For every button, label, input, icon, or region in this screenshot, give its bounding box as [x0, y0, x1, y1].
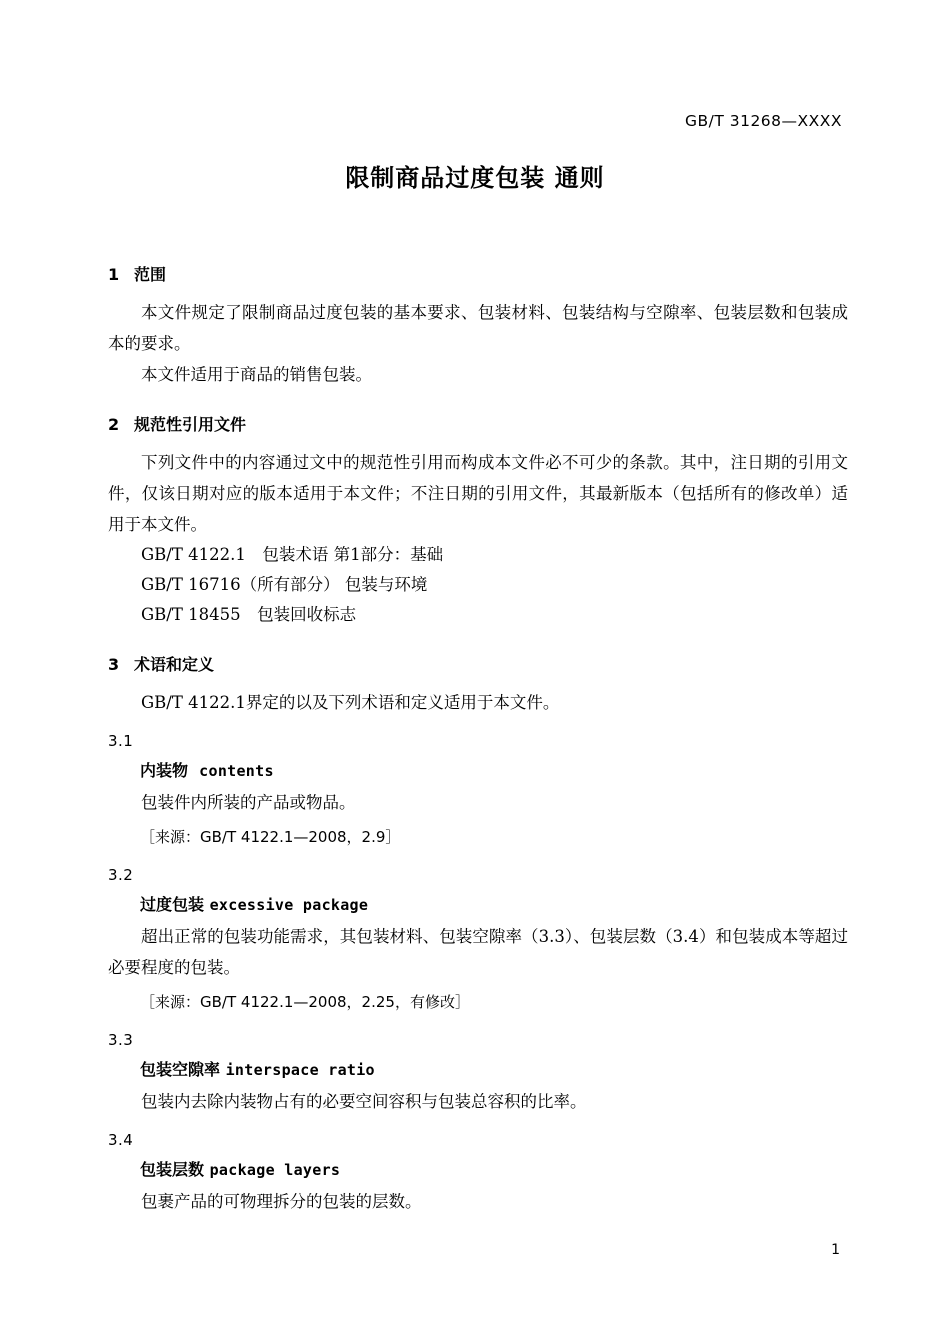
term-cn-3-3: 包装空隙率	[140, 1060, 221, 1079]
normative-reference-item: GB/T 18455 包装回收标志	[141, 605, 357, 624]
term-title-3-1	[108, 758, 848, 781]
section-number-3: 3	[108, 655, 120, 674]
section-number-2: 2	[108, 415, 120, 434]
term-title-3-3	[108, 1057, 848, 1080]
section-2-paragraph-1: 下列文件中的内容通过文中的规范性引用而构成本文件必不可少的条款。其中，注日期的引用文件，仅该日期对应的版本适用于本文件；不注日期的引用文件，其最新版本（包括所有的修改单）适用于本文件。	[108, 453, 848, 534]
term-en-3-4: package layers	[209, 1161, 341, 1179]
term-index-3-4: 3.4	[108, 1131, 134, 1149]
section-heading-1	[108, 262, 848, 285]
term-cn-3-4: 包装层数	[140, 1160, 205, 1179]
term-cn-3-1: 内装物	[140, 761, 189, 780]
term-en-3-1: contents	[199, 762, 274, 780]
term-index-3-1: 3.1	[108, 732, 134, 750]
section-1-paragraph-2: 本文件适用于商品的销售包装。	[141, 365, 372, 384]
page-header-standard-id: GB/T 31268—XXXX	[684, 112, 842, 130]
term-en-3-2: excessive package	[209, 896, 369, 914]
term-en-3-3: interspace ratio	[225, 1061, 375, 1079]
page-title: 限制商品过度包装 通则	[345, 164, 605, 192]
section-heading-3	[108, 652, 848, 675]
section-title-1: 范围	[134, 265, 167, 284]
section-title-3: 术语和定义	[134, 655, 215, 674]
page-number: 1	[831, 1242, 840, 1258]
section-3-intro: GB/T 4122.1界定的以及下列术语和定义适用于本文件。	[141, 693, 560, 712]
term-index-3-2: 3.2	[108, 866, 134, 884]
term-title-3-4	[108, 1157, 848, 1180]
document-body	[108, 240, 848, 1221]
term-definition-3-4: 包裹产品的可物理拆分的包装的层数。	[141, 1192, 422, 1211]
section-heading-2	[108, 412, 848, 435]
section-title-2: 规范性引用文件	[134, 415, 247, 434]
term-index-3-3: 3.3	[108, 1031, 134, 1049]
term-definition-3-1: 包装件内所装的产品或物品。	[141, 793, 356, 812]
term-title-3-2	[108, 892, 848, 915]
section-1-paragraph-1: 本文件规定了限制商品过度包装的基本要求、包装材料、包装结构与空隙率、包装层数和包装成本的要求。	[108, 303, 848, 353]
term-source-3-2: ［来源：GB/T 4122.1—2008，2.25，有修改］	[140, 993, 470, 1011]
section-number-1: 1	[108, 265, 120, 284]
term-cn-3-2: 过度包装	[140, 895, 205, 914]
term-definition-3-3: 包装内去除内装物占有的必要空间容积与包装总容积的比率。	[141, 1092, 587, 1111]
normative-reference-item: GB/T 4122.1 包装术语 第1部分：基础	[141, 545, 444, 564]
term-source-3-1: ［来源：GB/T 4122.1—2008，2.9］	[140, 828, 401, 846]
normative-reference-item: GB/T 16716（所有部分） 包装与环境	[141, 575, 428, 594]
term-definition-3-2: 超出正常的包装功能需求，其包装材料、包装空隙率（3.3）、包装层数（3.4）和包装成本等超过必要程度的包装。	[108, 927, 848, 977]
